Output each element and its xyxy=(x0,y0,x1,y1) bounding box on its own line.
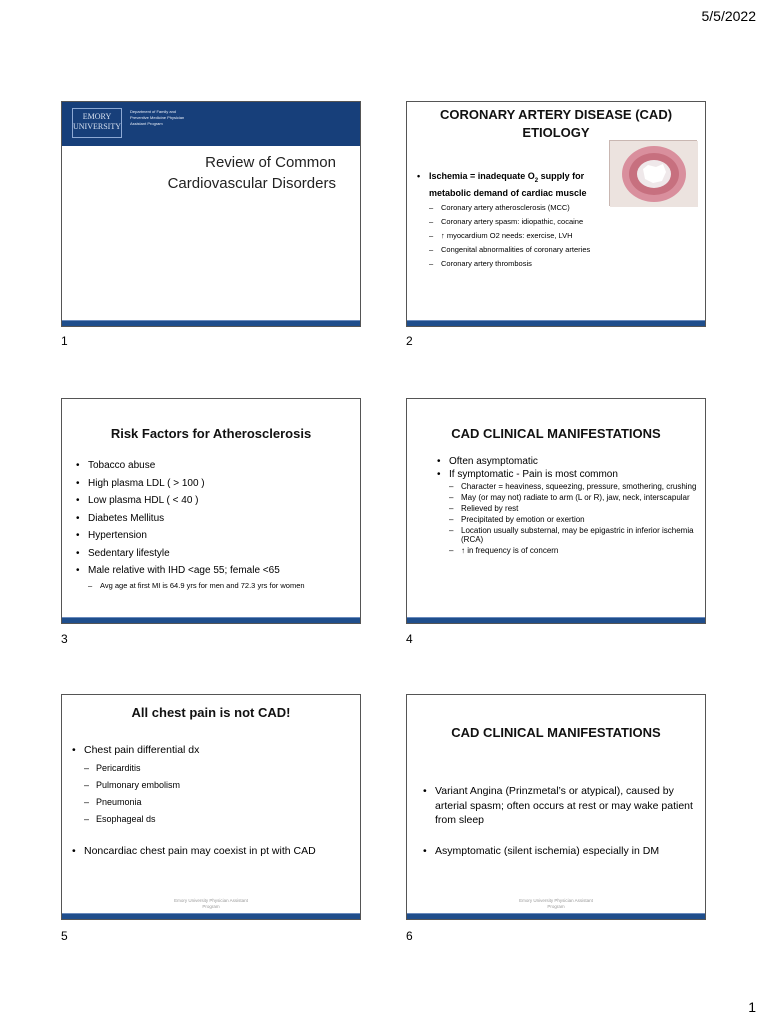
bullet-item: • Low plasma HDL ( < 40 ) xyxy=(76,492,360,510)
sub-item: – Esophageal ds xyxy=(84,811,360,828)
slide-body xyxy=(423,784,701,858)
sub-item: – Character = heaviness, squeezing, pressure, smothering, crushing xyxy=(449,482,699,491)
sub-item: – Coronary artery atherosclerosis (MCC) xyxy=(429,201,617,215)
artery-illustration xyxy=(610,141,698,207)
bullet-item: • Asymptomatic (silent ischemia) especially in DM xyxy=(423,844,701,859)
slide-number: 3 xyxy=(61,632,68,646)
slide-footer-bar xyxy=(62,320,360,326)
slide-footer-bar xyxy=(62,617,360,623)
slide-footer-bar xyxy=(407,320,705,326)
page-date: 5/5/2022 xyxy=(701,8,756,24)
slide-3 xyxy=(61,398,361,624)
slide-title: CAD CLINICAL MANIFESTATIONS xyxy=(451,725,661,740)
bullet-item: • High plasma LDL ( > 100 ) xyxy=(76,475,360,493)
sub-item: – Pneumonia xyxy=(84,794,360,811)
sub-item: – Avg age at first MI is 64.9 yrs for men and 72.3 yrs for women xyxy=(88,580,360,592)
bullet-item: • Diabetes Mellitus xyxy=(76,510,360,528)
bullet-item: • Sedentary lifestyle xyxy=(76,545,360,563)
bullet-item: • Hypertension xyxy=(76,527,360,545)
sub-item: – Coronary artery spasm: idiopathic, cocaine xyxy=(429,215,617,229)
sub-item: – Location usually substernal, may be epigastric in inferior ischemia (RCA) xyxy=(449,526,699,544)
sub-item: – Coronary artery thrombosis xyxy=(429,257,617,271)
slide-1 xyxy=(61,101,361,327)
slide-footer-bar xyxy=(62,913,360,919)
bullet-item: • Male relative with IHD <age 55; female <65 – Avg age at first MI is 64.9 yrs for men and 72.3 yrs for women xyxy=(76,562,360,592)
slide-header-banner xyxy=(62,102,360,146)
sub-item: – ↑ myocardium O2 needs: exercise, LVH xyxy=(429,229,617,243)
bullet-item: • Tobacco abuse xyxy=(76,457,360,475)
slide-title: CORONARY ARTERY DISEASE (CAD) ETIOLOGY xyxy=(439,107,673,140)
slide-6 xyxy=(406,694,706,920)
slide-2 xyxy=(406,101,706,327)
slide-body xyxy=(437,455,699,555)
slide-title: Review of Common Cardiovascular Disorders xyxy=(167,154,336,192)
bullet-item: • Often asymptomatic xyxy=(437,455,699,468)
sub-item: – Precipitated by emotion or exertion xyxy=(449,515,699,524)
slide-footer-text: Emory University Physician Assistant Program xyxy=(519,898,593,909)
slide-footer-bar xyxy=(407,913,705,919)
slide-footer-bar xyxy=(407,617,705,623)
bullet-item: • Ischemia = inadequate $O_2$ supply for metabolic demand of cardiac muscle – Coronary artery atherosclerosis (MCC) – Coronary artery spasm: idiopathic, cocaine – ↑ myocardium O2 needs: exercise, LVH – Congenital abnormalities of coronary arteries – Coronary artery thrombosis xyxy=(417,170,617,271)
department-text: Department of Family and Preventive Medicine Physician Assistant Program xyxy=(130,109,185,126)
slide-number: 6 xyxy=(406,929,413,943)
bullet-item: • Chest pain differential dx – Pericarditis – Pulmonary embolism – Pneumonia – Esophageal ds xyxy=(72,743,360,828)
slide-number: 4 xyxy=(406,632,413,646)
slide-number: 1 xyxy=(61,334,68,348)
slide-title: All chest pain is not CAD! xyxy=(131,705,291,720)
slide-body xyxy=(72,743,360,858)
sub-item: – May (or may not) radiate to arm (L or R), jaw, neck, interscapular xyxy=(449,493,699,502)
sub-item: – Congenital abnormalities of coronary arteries xyxy=(429,243,617,257)
bullet-item: • Variant Angina (Prinzmetal’s or atypical), caused by arterial spasm; often occurs at rest or may wake patient from sleep xyxy=(423,784,701,828)
slide-5 xyxy=(61,694,361,920)
sub-item: – Pulmonary embolism xyxy=(84,777,360,794)
sub-item: – ↑ in frequency is of concern xyxy=(449,546,699,555)
slide-title: Risk Factors for Atherosclerosis xyxy=(110,426,312,441)
slide-title: CAD CLINICAL MANIFESTATIONS xyxy=(451,426,661,441)
artery-cross-section-image xyxy=(609,140,697,206)
slide-body xyxy=(76,457,360,592)
slide-number: 2 xyxy=(406,334,413,348)
emory-logo: EMORY UNIVERSITY xyxy=(72,108,122,138)
slide-number: 5 xyxy=(61,929,68,943)
bullet-item: • Noncardiac chest pain may coexist in pt with CAD xyxy=(72,844,360,858)
slide-4 xyxy=(406,398,706,624)
slide-body xyxy=(417,170,617,271)
sub-item: – Pericarditis xyxy=(84,760,360,777)
page-number: 1 xyxy=(748,999,756,1015)
sub-item: – Relieved by rest xyxy=(449,504,699,513)
bullet-item: • If symptomatic - Pain is most common – Character = heaviness, squeezing, pressure, smothering, crushing – May (or may not) radiate to arm (L or R), jaw, neck, interscapular – Relieved by rest – Precipitated by emotion or exertion – Location usually substernal, may be epigastric in inferior ischemia (RCA) – ↑ in frequency is of concern xyxy=(437,468,699,555)
slide-footer-text: Emory University Physician Assistant Program xyxy=(174,898,248,909)
